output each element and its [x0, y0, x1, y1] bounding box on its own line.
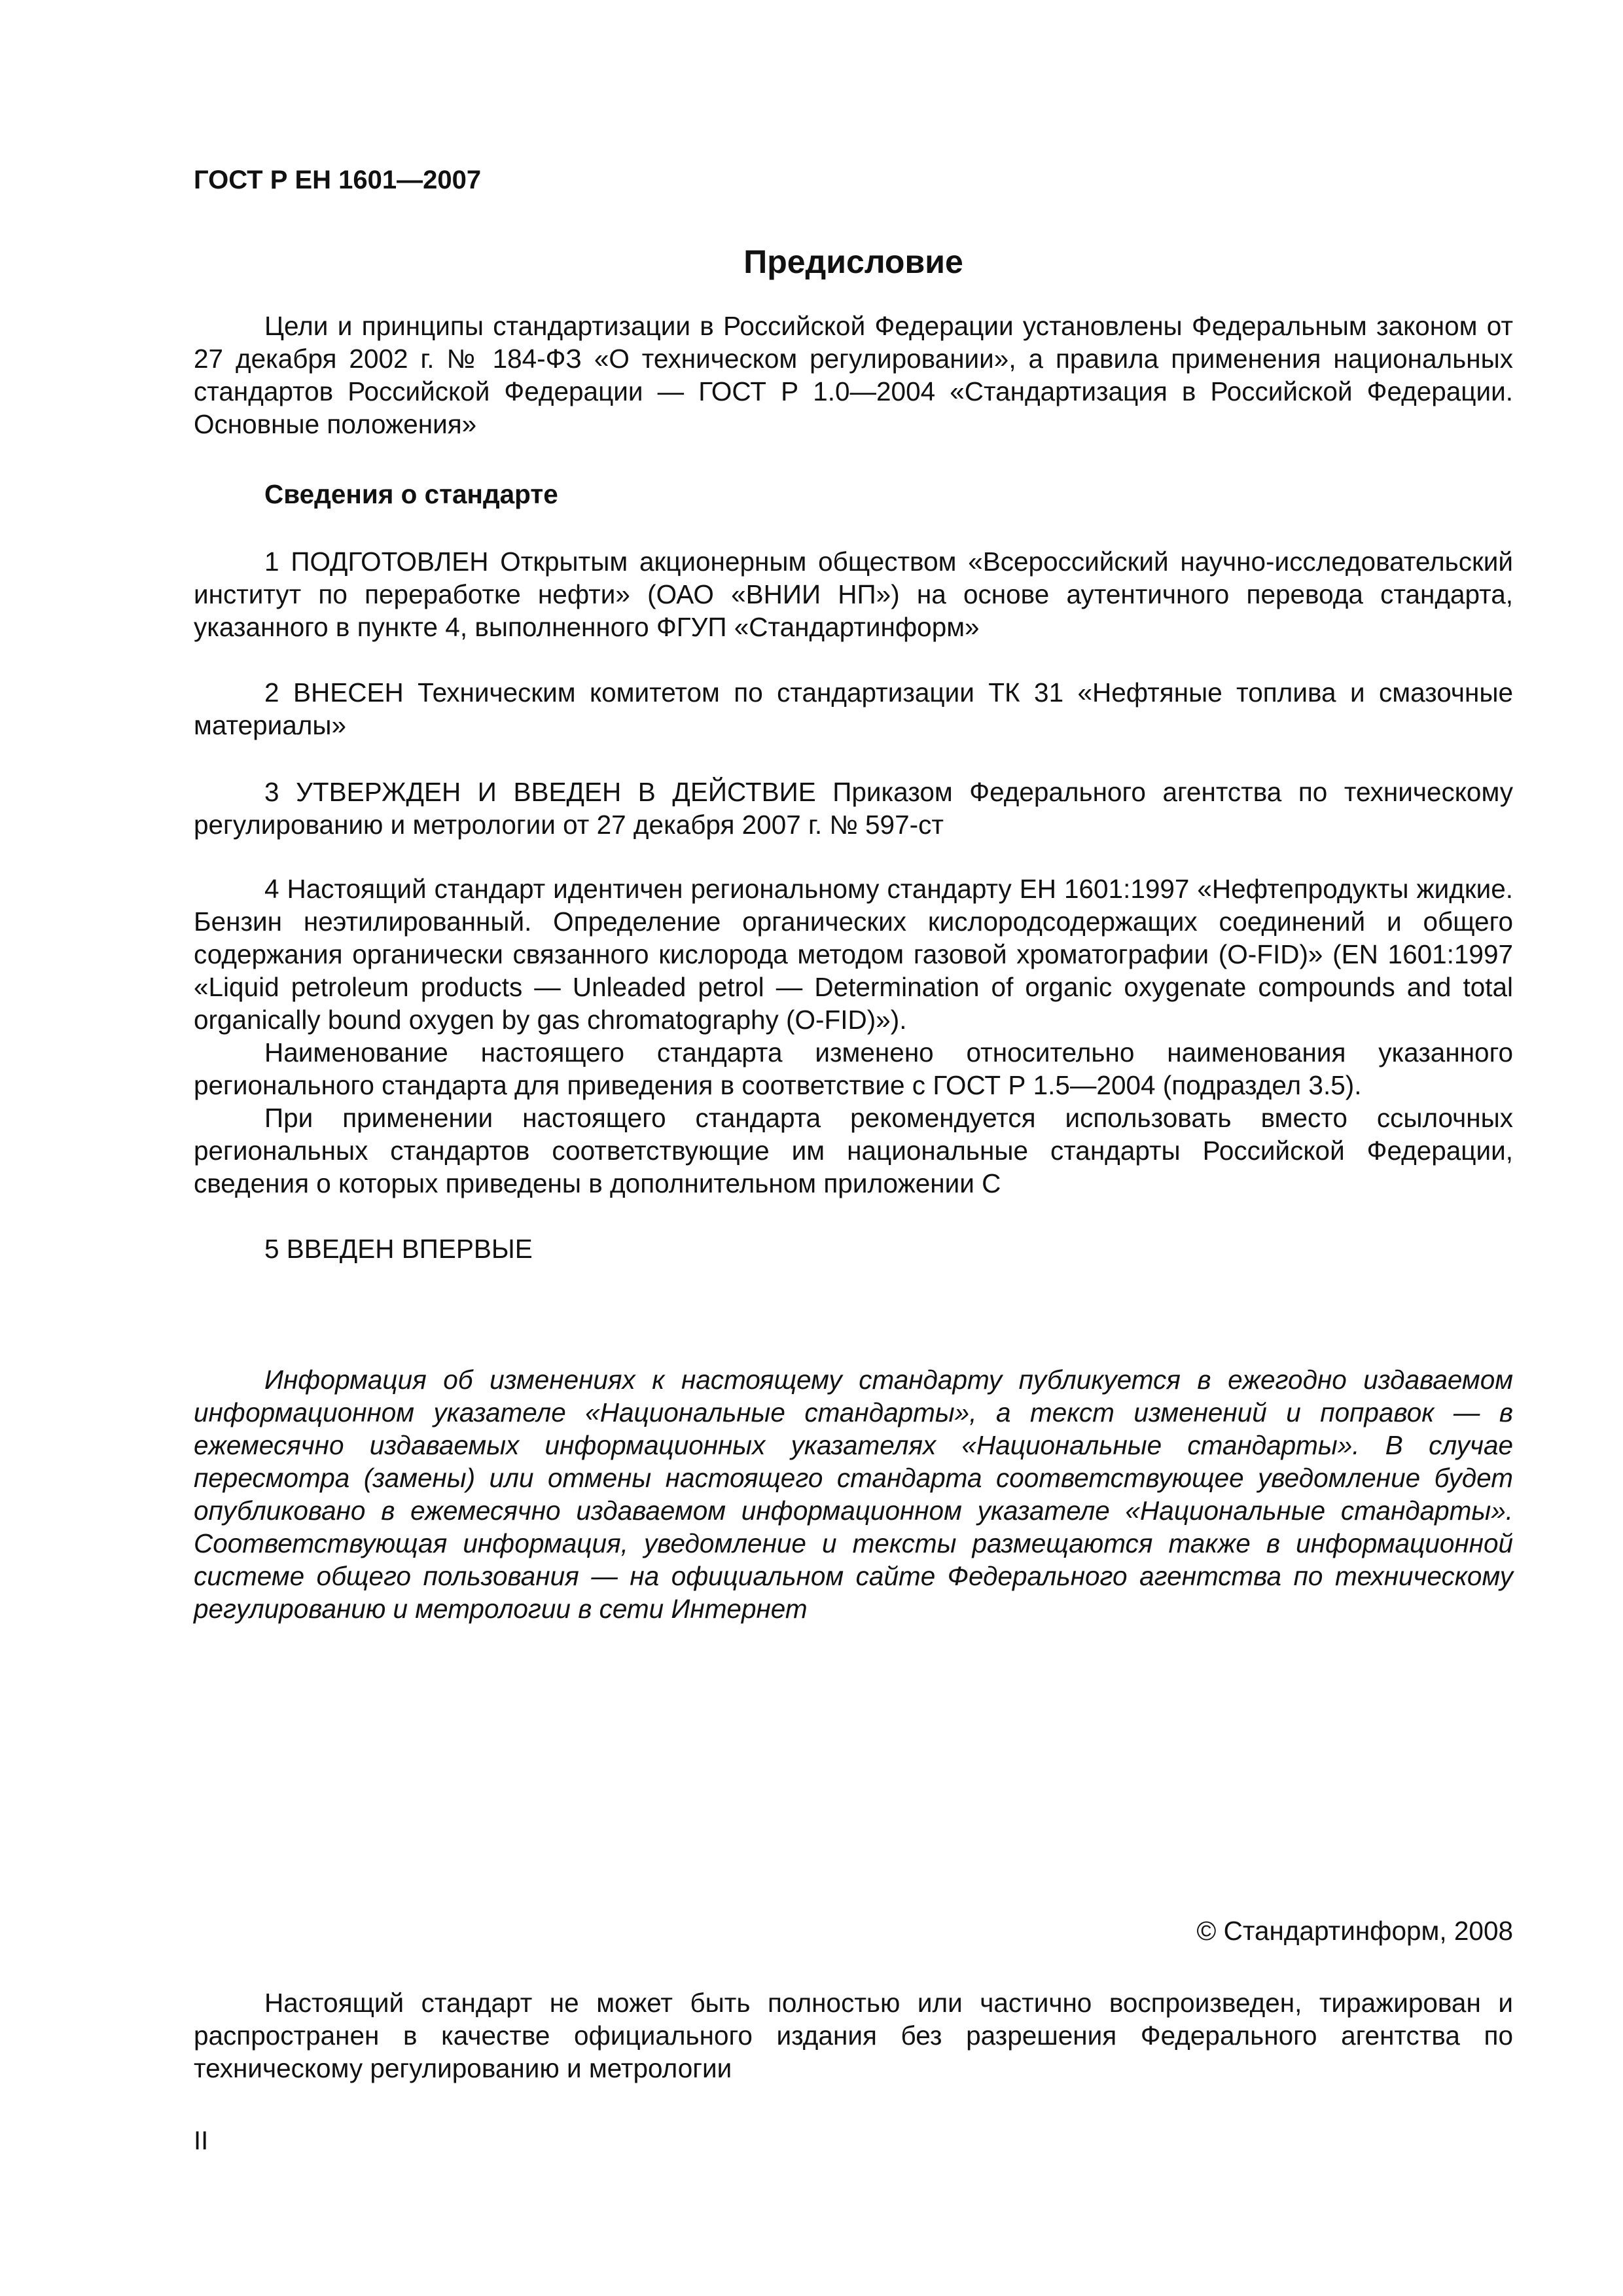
copyright-line: © Стандартинформ, 2008 — [1196, 1916, 1513, 1946]
intro-paragraph: Цели и принципы стандартизации в Российской Федерации установлены Федеральным законом от 27 декабря 2002 г. № 184-ФЗ «О техническом регулировании», а правила применения национальных стандартов Российской Федерации — ГОСТ Р 1.0—2004 «Стандартизация в Российской Федерации. Основные положения» — [194, 311, 1513, 439]
item-3-paragraph: 3 УТВЕРЖДЕН И ВВЕДЕН В ДЕЙСТВИЕ Приказом Федерального агентства по техническому регулированию и метрологии от 27 декабря 2007 г. № 597-ст — [194, 777, 1513, 840]
item-4-usage-note: При применении настоящего стандарта рекомендуется использовать вместо ссылочных региональных стандартов соответствующие им национальные стандарты Российской Федерации, сведения о которых приведены в дополнительном приложении С — [194, 1103, 1513, 1198]
item-2-paragraph: 2 ВНЕСЕН Техническим комитетом по стандартизации ТК 31 «Нефтяные топлива и смазочные материалы» — [194, 677, 1513, 740]
notice-paragraph: Информация об изменениях к настоящему стандарту публикуется в ежегодно издаваемом информационном указателе «Национальные стандарты», а текст изменений и поправок — в ежемесячно издаваемых информационных указателях «Национальные стандарты». В случае пересмотра (замены) или отмены настоящего стандарта соответствующее уведомление будет опубликовано в ежемесячно издаваемом информационном указателе «Национальные стандарты». Соответствующая информация, уведомление и тексты размещаются также в информационной системе общего пользования — на официальном сайте Федерального агентства по техническому регулированию и метрологии в сети Интернет — [194, 1365, 1513, 1624]
page-number: II — [194, 2126, 209, 2155]
item-5-paragraph: 5 ВВЕДЕН ВПЕРВЫЕ — [264, 1234, 533, 1264]
section-heading: Сведения о стандарте — [264, 479, 558, 509]
page-title: Предисловие — [743, 243, 963, 280]
item-1-paragraph: 1 ПОДГОТОВЛЕН Открытым акционерным обществом «Всероссийский научно-исследовательский институт по переработке нефти» (ОАО «ВНИИ НП») на основе аутентичного перевода стандарта, указанного в пункте 4, выполненного ФГУП «Стандартинформ» — [194, 547, 1513, 642]
item-4-paragraph: 4 Настоящий стандарт идентичен региональному стандарту ЕН 1601:1997 «Нефтепродукты жидкие. Бензин неэтилированный. Определение органических кислородсодержащих соединений и общего содержания органически связанного кислорода методом газовой хроматографии (O-FID)» (EN 1601:1997 «Liquid petroleum products — Unleaded petrol — Determination of organic oxygenate compounds and total organically bound oxygen by gas chromatography (O-FID)»). — [194, 874, 1513, 1035]
document-header: ГОСТ Р ЕН 1601—2007 — [194, 166, 482, 194]
item-4-name-note: Наименование настоящего стандарта изменено относительно наименования указанного регионального стандарта для приведения в соответствие с ГОСТ Р 1.5—2004 (подраздел 3.5). — [194, 1037, 1513, 1100]
reproduction-notice: Настоящий стандарт не может быть полностью или частично воспроизведен, тиражирован и распространен в качестве официального издания без разрешения Федерального агентства по техническому регулированию и метрологии — [194, 1988, 1513, 2083]
